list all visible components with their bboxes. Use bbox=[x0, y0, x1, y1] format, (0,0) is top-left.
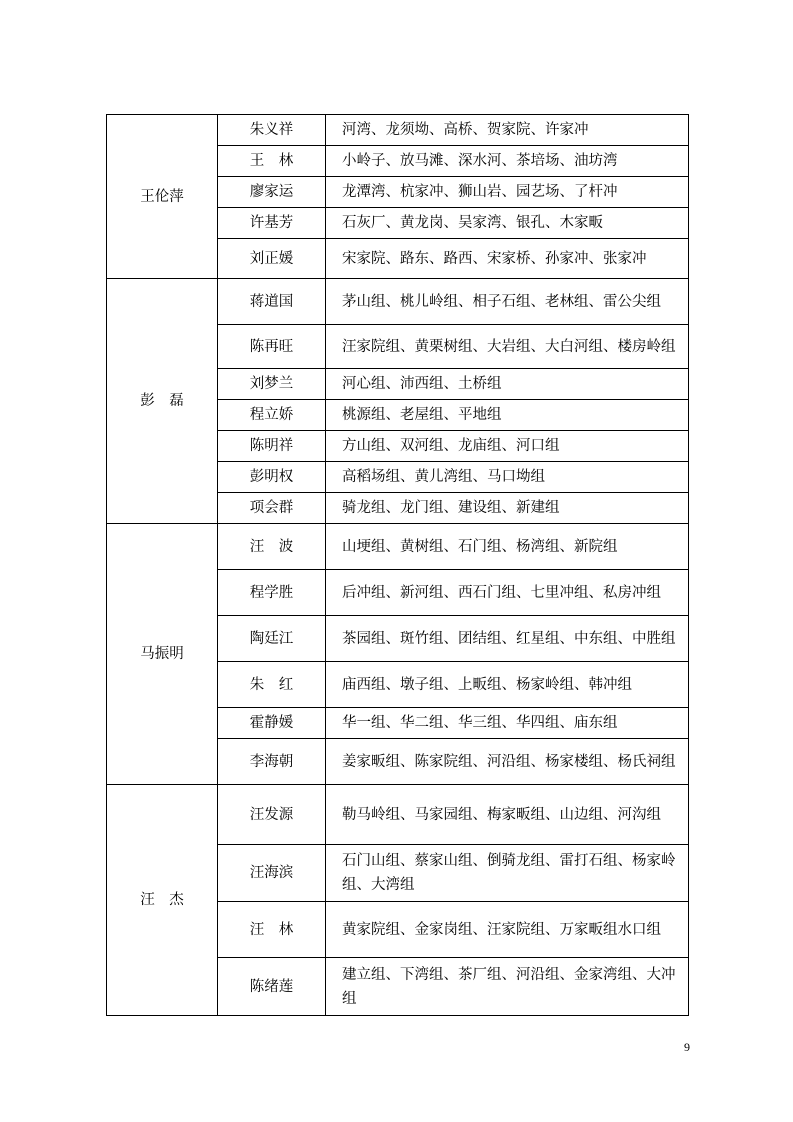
leader-cell: 汪 杰 bbox=[107, 785, 218, 1016]
member-cell: 刘正媛 bbox=[218, 239, 326, 279]
member-cell: 许基芳 bbox=[218, 208, 326, 239]
groups-cell: 石灰厂、黄龙岗、吴家湾、银孔、木家畈 bbox=[326, 208, 689, 239]
member-cell: 程学胜 bbox=[218, 570, 326, 616]
member-cell: 陈绪莲 bbox=[218, 958, 326, 1016]
member-cell: 王 林 bbox=[218, 146, 326, 177]
member-cell: 汪发源 bbox=[218, 785, 326, 845]
member-cell: 李海朝 bbox=[218, 739, 326, 785]
groups-cell: 河心组、沛西组、土桥组 bbox=[326, 369, 689, 400]
member-cell: 项会群 bbox=[218, 493, 326, 524]
member-cell: 陶廷江 bbox=[218, 616, 326, 662]
groups-cell: 龙潭湾、杭家冲、狮山岩、园艺场、了杆冲 bbox=[326, 177, 689, 208]
leader-cell: 王伦萍 bbox=[107, 115, 218, 279]
member-cell: 霍静媛 bbox=[218, 708, 326, 739]
groups-cell: 茶园组、斑竹组、团结组、红星组、中东组、中胜组 bbox=[326, 616, 689, 662]
table-row bbox=[107, 115, 689, 146]
member-cell: 彭明权 bbox=[218, 462, 326, 493]
member-cell: 汪 波 bbox=[218, 524, 326, 570]
member-cell: 陈再旺 bbox=[218, 325, 326, 369]
groups-cell: 黄家院组、金家岗组、汪家院组、万家畈组水口组 bbox=[326, 902, 689, 958]
groups-cell: 石门山组、蔡家山组、倒骑龙组、雷打石组、杨家岭组、大湾组 bbox=[326, 845, 689, 902]
member-cell: 蒋道国 bbox=[218, 279, 326, 325]
groups-cell: 河湾、龙须坳、高桥、贺家院、许家冲 bbox=[326, 115, 689, 146]
member-cell: 汪 林 bbox=[218, 902, 326, 958]
table-row bbox=[107, 524, 689, 570]
leader-cell: 马振明 bbox=[107, 524, 218, 785]
groups-cell: 庙西组、墩子组、上畈组、杨家岭组、韩冲组 bbox=[326, 662, 689, 708]
member-cell: 朱义祥 bbox=[218, 115, 326, 146]
groups-cell: 建立组、下湾组、茶厂组、河沿组、金家湾组、大冲组 bbox=[326, 958, 689, 1016]
member-cell: 廖家运 bbox=[218, 177, 326, 208]
groups-cell: 骑龙组、龙门组、建设组、新建组 bbox=[326, 493, 689, 524]
member-cell: 刘梦兰 bbox=[218, 369, 326, 400]
groups-cell: 山埂组、黄树组、石门组、杨湾组、新院组 bbox=[326, 524, 689, 570]
groups-cell: 小岭子、放马滩、深水河、茶培场、油坊湾 bbox=[326, 146, 689, 177]
leader-cell: 彭 磊 bbox=[107, 279, 218, 524]
member-cell: 朱 红 bbox=[218, 662, 326, 708]
table-row bbox=[107, 785, 689, 845]
groups-cell: 桃源组、老屋组、平地组 bbox=[326, 400, 689, 431]
member-cell: 程立娇 bbox=[218, 400, 326, 431]
groups-cell: 华一组、华二组、华三组、华四组、庙东组 bbox=[326, 708, 689, 739]
groups-cell: 宋家院、路东、路西、宋家桥、孙家冲、张家冲 bbox=[326, 239, 689, 279]
page-number: 9 bbox=[684, 1040, 690, 1054]
groups-cell: 方山组、双河组、龙庙组、河口组 bbox=[326, 431, 689, 462]
groups-cell: 后冲组、新河组、西石门组、七里冲组、私房冲组 bbox=[326, 570, 689, 616]
groups-cell: 高稻场组、黄儿湾组、马口坳组 bbox=[326, 462, 689, 493]
assignment-table bbox=[106, 114, 689, 1016]
groups-cell: 勒马岭组、马家园组、梅家畈组、山边组、河沟组 bbox=[326, 785, 689, 845]
member-cell: 汪海滨 bbox=[218, 845, 326, 902]
groups-cell: 姜家畈组、陈家院组、河沿组、杨家楼组、杨氏祠组 bbox=[326, 739, 689, 785]
groups-cell: 茅山组、桃儿岭组、相子石组、老林组、雷公尖组 bbox=[326, 279, 689, 325]
member-cell: 陈明祥 bbox=[218, 431, 326, 462]
groups-cell: 汪家院组、黄栗树组、大岩组、大白河组、楼房岭组 bbox=[326, 325, 689, 369]
table-row bbox=[107, 279, 689, 325]
